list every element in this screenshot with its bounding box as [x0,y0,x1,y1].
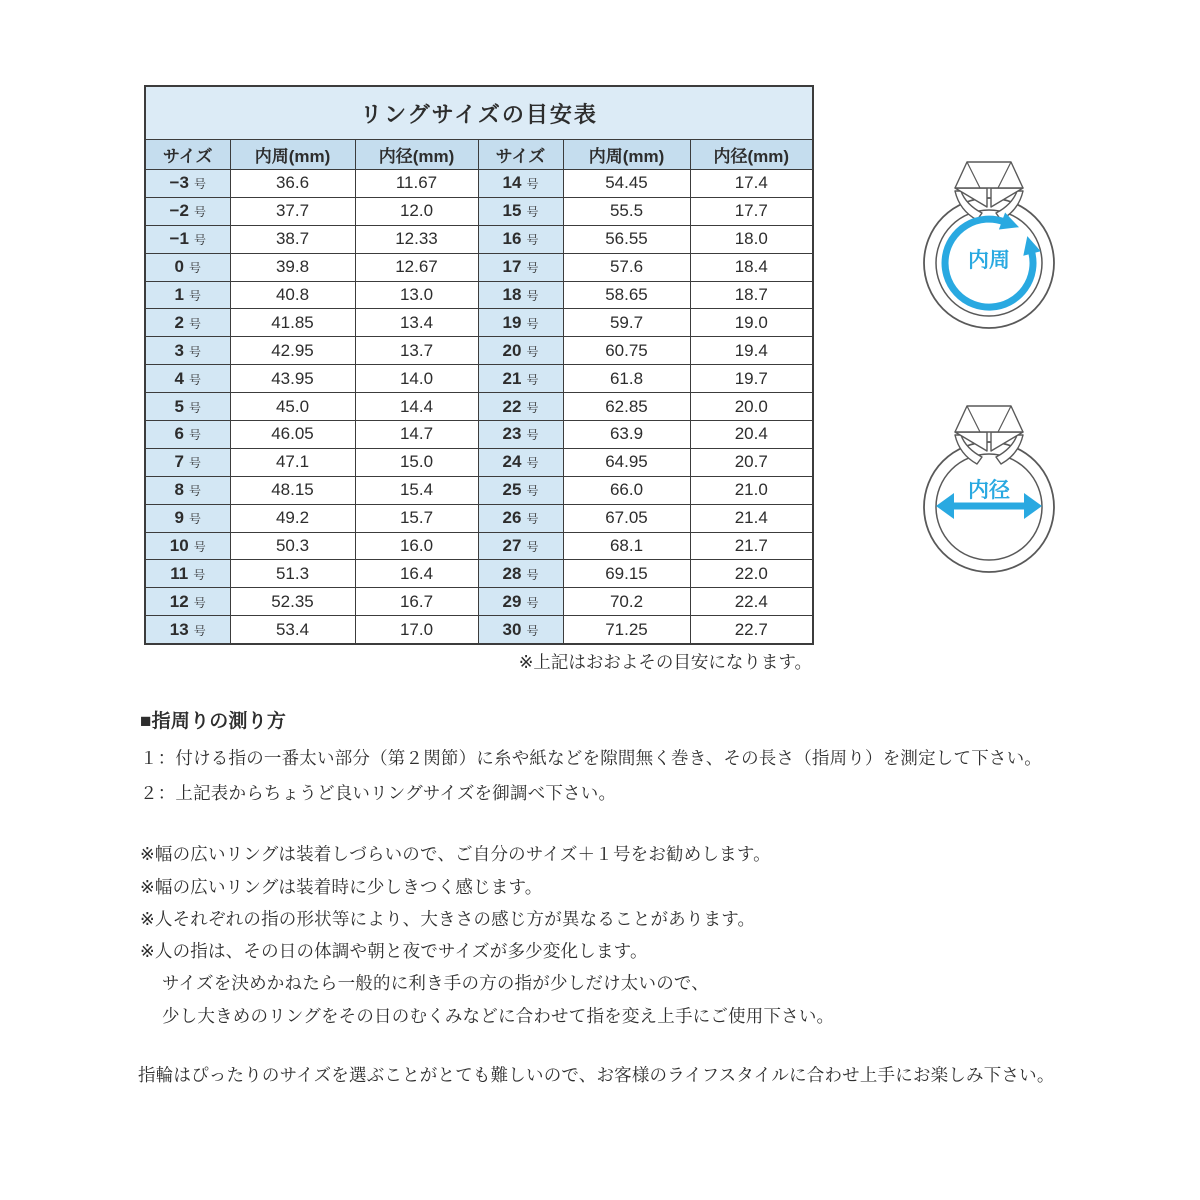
table-row [145,309,813,337]
table-row [145,365,813,393]
value-cell: 61.8 [563,365,690,393]
inner-circumference-label: 内周 [968,249,1010,272]
column-header-circumference: 内周(mm) [230,140,355,170]
size-cell: 12 号 [145,588,230,616]
step-line: １：付ける指の一番太い部分（第２関節）に糸や紙などを隙間無く巻き、その長さ（指周り）を測定して下さい。 [140,748,1042,768]
diamond-icon [955,406,1023,464]
size-cell: 30 号 [478,616,563,644]
size-cell: 21 号 [478,365,563,393]
size-cell: 15 号 [478,197,563,225]
inner-diameter-label: 内径 [968,479,1010,502]
size-cell: 14 号 [478,170,563,198]
table-row [145,225,813,253]
value-cell: 16.4 [355,560,478,588]
value-cell: 38.7 [230,225,355,253]
size-cell: 18 号 [478,281,563,309]
size-cell: 2 号 [145,309,230,337]
value-cell: 71.25 [563,616,690,644]
value-cell: 17.7 [690,197,813,225]
table-row [145,560,813,588]
value-cell: 15.0 [355,448,478,476]
value-cell: 66.0 [563,476,690,504]
table-row [145,170,813,198]
size-cell: 10 号 [145,532,230,560]
ring-diagram-inner-circumference [904,151,1074,335]
value-cell: 13.7 [355,337,478,365]
table-row [145,281,813,309]
value-cell: 60.75 [563,337,690,365]
value-cell: 67.05 [563,504,690,532]
size-cell: 28 号 [478,560,563,588]
value-cell: 14.7 [355,421,478,449]
size-cell: 24 号 [478,448,563,476]
value-cell: 19.0 [690,309,813,337]
table-row [145,448,813,476]
value-cell: 20.7 [690,448,813,476]
size-cell: −2 号 [145,197,230,225]
table-row [145,197,813,225]
column-header-size: サイズ [145,140,230,170]
table-row [145,393,813,421]
size-cell: 29 号 [478,588,563,616]
note-line: ※幅の広いリングは装着時に少しきつく感じます。 [140,877,543,897]
value-cell: 52.35 [230,588,355,616]
value-cell: 39.8 [230,253,355,281]
value-cell: 37.7 [230,197,355,225]
value-cell: 20.4 [690,421,813,449]
table-row [145,253,813,281]
size-cell: 4 号 [145,365,230,393]
value-cell: 15.4 [355,476,478,504]
value-cell: 20.0 [690,393,813,421]
value-cell: 21.7 [690,532,813,560]
value-cell: 15.7 [355,504,478,532]
table-row [145,421,813,449]
value-cell: 11.67 [355,170,478,198]
value-cell: 18.4 [690,253,813,281]
note-line: サイズを決めかねたら一般的に利き手の方の指が少しだけ太いので、 [162,973,709,993]
size-cell: 19 号 [478,309,563,337]
value-cell: 56.55 [563,225,690,253]
value-cell: 21.0 [690,476,813,504]
value-cell: 22.4 [690,588,813,616]
size-cell: 16 号 [478,225,563,253]
value-cell: 50.3 [230,532,355,560]
value-cell: 18.0 [690,225,813,253]
column-header-diameter: 内径(mm) [355,140,478,170]
value-cell: 21.4 [690,504,813,532]
value-cell: 63.9 [563,421,690,449]
note-line: 少し大きめのリングをその日のむくみなどに合わせて指を変え上手にご使用下さい。 [162,1006,835,1026]
value-cell: 49.2 [230,504,355,532]
table-footnote: ※上記はおおよその目安になります。 [518,652,812,672]
size-cell: 20 号 [478,337,563,365]
size-cell: 0 号 [145,253,230,281]
size-cell: 9 号 [145,504,230,532]
value-cell: 45.0 [230,393,355,421]
ring-size-table-body [145,170,813,645]
size-cell: −3 号 [145,170,230,198]
column-header-size: サイズ [478,140,563,170]
value-cell: 58.65 [563,281,690,309]
size-cell: 26 号 [478,504,563,532]
table-row [145,476,813,504]
value-cell: 51.3 [230,560,355,588]
diamond-icon [955,162,1023,220]
value-cell: 47.1 [230,448,355,476]
step-line: ２：上記表からちょうど良いリングサイズを御調べ下さい。 [140,783,617,803]
value-cell: 18.7 [690,281,813,309]
size-cell: 1 号 [145,281,230,309]
table-title: リングサイズの目安表 [145,86,813,140]
table-row [145,616,813,644]
size-cell: 3 号 [145,337,230,365]
value-cell: 40.8 [230,281,355,309]
value-cell: 55.5 [563,197,690,225]
value-cell: 12.0 [355,197,478,225]
size-cell: 7 号 [145,448,230,476]
value-cell: 41.85 [230,309,355,337]
value-cell: 14.0 [355,365,478,393]
size-cell: 8 号 [145,476,230,504]
size-cell: 27 号 [478,532,563,560]
ring-size-table [144,85,814,645]
column-header-circumference: 内周(mm) [563,140,690,170]
size-cell: 5 号 [145,393,230,421]
table-row [145,532,813,560]
table-row [145,588,813,616]
table-row [145,504,813,532]
value-cell: 19.4 [690,337,813,365]
value-cell: 13.0 [355,281,478,309]
size-cell: 17 号 [478,253,563,281]
size-cell: 6 号 [145,421,230,449]
size-cell: −1 号 [145,225,230,253]
size-cell: 23 号 [478,421,563,449]
value-cell: 53.4 [230,616,355,644]
value-cell: 46.05 [230,421,355,449]
value-cell: 70.2 [563,588,690,616]
section-heading: ■指周りの測り方 [140,711,287,732]
value-cell: 22.0 [690,560,813,588]
value-cell: 19.7 [690,365,813,393]
value-cell: 16.7 [355,588,478,616]
value-cell: 13.4 [355,309,478,337]
value-cell: 57.6 [563,253,690,281]
value-cell: 69.15 [563,560,690,588]
note-line: ※人それぞれの指の形状等により、大きさの感じ方が異なることがあります。 [140,909,756,929]
value-cell: 17.4 [690,170,813,198]
size-cell: 25 号 [478,476,563,504]
value-cell: 36.6 [230,170,355,198]
value-cell: 59.7 [563,309,690,337]
note-line: ※幅の広いリングは装着しづらいので、ご自分のサイズ＋１号をお勧めします。 [140,844,771,864]
value-cell: 43.95 [230,365,355,393]
value-cell: 42.95 [230,337,355,365]
value-cell: 64.95 [563,448,690,476]
ring-diagram-inner-diameter [904,395,1074,579]
value-cell: 22.7 [690,616,813,644]
note-line: ※人の指は、その日の体調や朝と夜でサイズが多少変化します。 [140,941,648,961]
size-cell: 22 号 [478,393,563,421]
value-cell: 12.33 [355,225,478,253]
size-cell: 13 号 [145,616,230,644]
value-cell: 16.0 [355,532,478,560]
value-cell: 62.85 [563,393,690,421]
value-cell: 12.67 [355,253,478,281]
column-header-diameter: 内径(mm) [690,140,813,170]
closing-line: 指輪はぴったりのサイズを選ぶことがとても難しいので、お客様のライフスタイルに合わせ上手にお楽しみ下さい。 [138,1065,1055,1085]
size-cell: 11 号 [145,560,230,588]
value-cell: 48.15 [230,476,355,504]
value-cell: 68.1 [563,532,690,560]
column-header-row [145,140,813,170]
table-row [145,337,813,365]
value-cell: 14.4 [355,393,478,421]
value-cell: 17.0 [355,616,478,644]
table-title-row [145,86,813,140]
value-cell: 54.45 [563,170,690,198]
